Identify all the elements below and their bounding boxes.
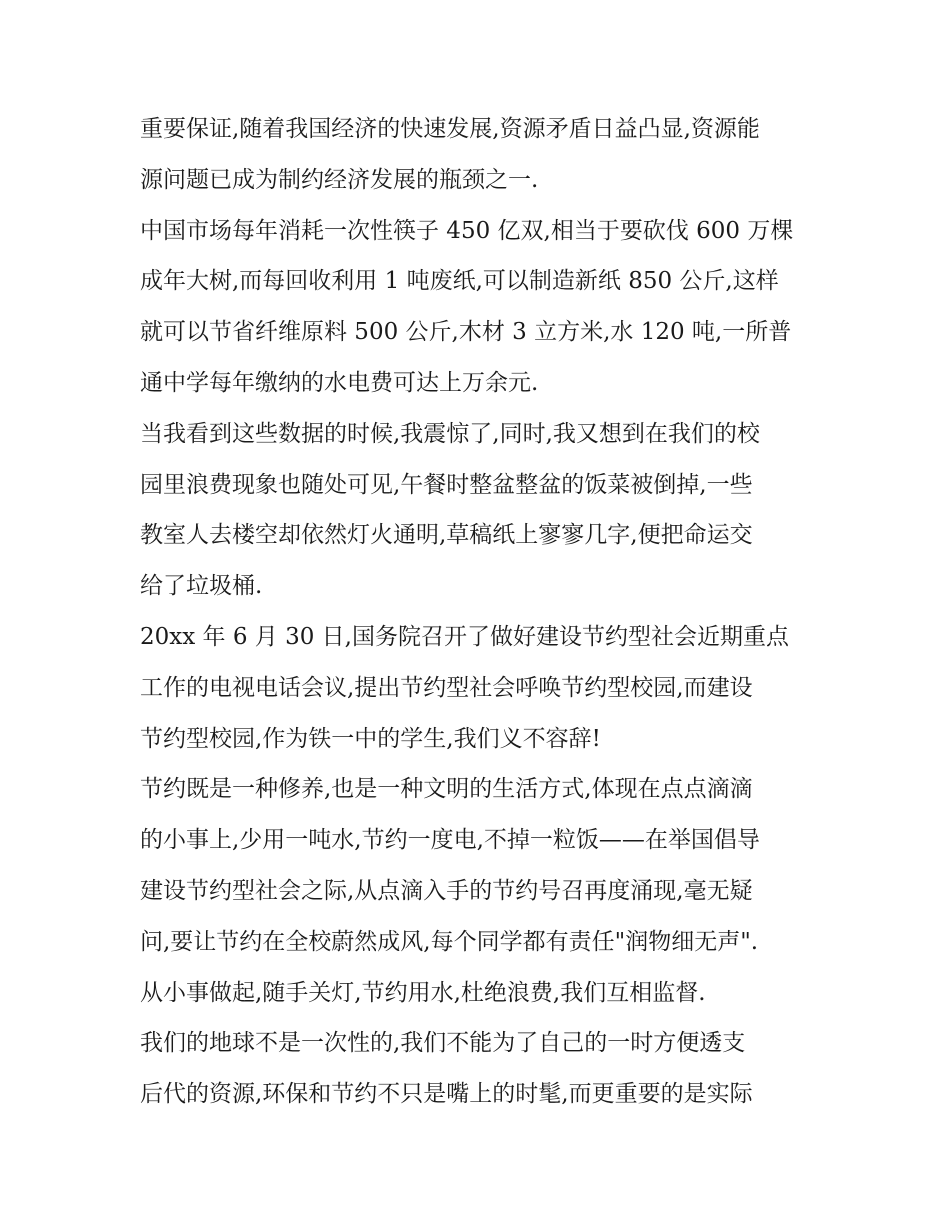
text-line-8: 园里浪费现象也随处可见,午餐时整盆整盆的饭菜被倒掉,一些	[140, 471, 753, 498]
text-line-19: 我们的地球不是一次性的,我们不能为了自己的一时方便透支	[140, 1030, 746, 1057]
text-line-5: 就可以节省纤维原料 500 公斤,木材 3 立方米,水 120 吨,一所普	[140, 319, 792, 346]
text-line-16: 建设节约型社会之际,从点滴入手的节约号召再度涌现,毫无疑	[140, 877, 753, 904]
text-line-2: 源问题已成为制约经济发展的瓶颈之一.	[140, 166, 539, 193]
text-line-18: 从小事做起,随手关灯,节约用水,杜绝浪费,我们互相监督.	[140, 979, 706, 1006]
text-line-12: 工作的电视电话会议,提出节约型社会呼唤节约型校园,而建设	[140, 674, 753, 701]
text-line-11: 20xx 年 6 月 30 日,国务院召开了做好建设节约型社会近期重点	[140, 623, 789, 650]
text-line-7: 当我看到这些数据的时候,我震惊了,同时,我又想到在我们的校	[140, 420, 760, 447]
text-line-20: 后代的资源,环保和节约不只是嘴上的时髦,而更重要的是实际	[140, 1081, 753, 1108]
text-line-10: 给了垃圾桶.	[140, 573, 263, 600]
text-line-6: 通中学每年缴纳的水电费可达上万余元.	[140, 369, 539, 396]
text-line-17: 问,要让节约在全校蔚然成风,每个同学都有责任"润物细无声".	[140, 928, 759, 955]
text-line-9: 教室人去楼空却依然灯火通明,草稿纸上寥寥几字,便把命运交	[140, 522, 753, 549]
text-line-1: 重要保证,随着我国经济的快速发展,资源矛盾日益凸显,资源能	[140, 116, 760, 142]
document-body	[140, 104, 830, 1120]
text-line-15: 的小事上,少用一吨水,节约一度电,不掉一粒饭——在举国倡导	[140, 827, 760, 854]
text-line-4: 成年大树,而每回收利用 1 吨废纸,可以制造新纸 850 公斤,这样	[140, 268, 779, 295]
text-line-13: 节约型校园,作为铁一中的学生,我们义不容辞!	[140, 725, 601, 752]
text-line-3: 中国市场每年消耗一次性筷子 450 亿双,相当于要砍伐 600 万棵	[140, 217, 794, 244]
text-line-14: 节约既是一种修养,也是一种文明的生活方式,体现在点点滴滴	[140, 776, 753, 803]
